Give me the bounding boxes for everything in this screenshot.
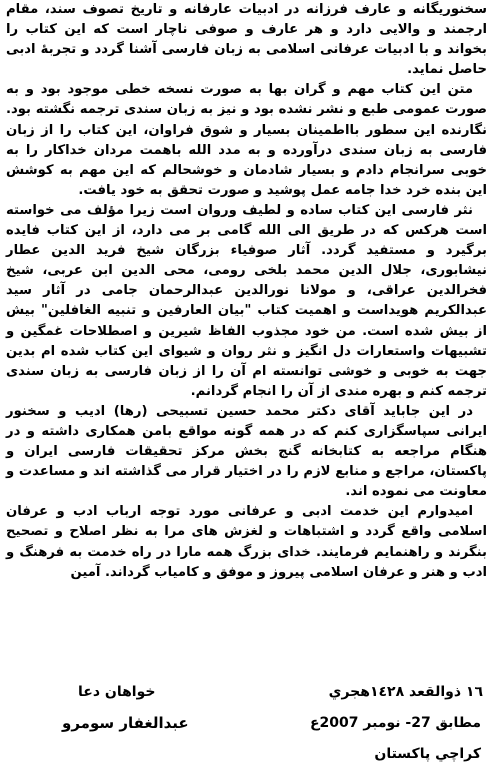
gregorian-date: مطابق 27- نومبر 2007ع [309,715,481,731]
paragraph-2: متن این کتاب مهم و گران بها به صورت نسخه خطی موجود بود و به صورت عمومی طبع و نشر نشده بود و نیز به زبان سندی ترجمه نگشته بود. نگارنده این سطور بااطمینان بسیار و شوق فراوان، این کتاب را از زبان فارسی به زبان سندی درآورده و به مدد الله باهمت مردان خداکار را به خوبی سرانجام دادم و بسیار شادمان و خوشحالم که این مهم به کوشش این بنده خرد خدا جامه عمل پوشید و صورت تحقق به خود یافت. [6,82,487,198]
paragraph-5: امیدوارم این خدمت ادبی و عرفانی مورد توجه ارباب ادب و عرفان اسلامی واقع گردد و اشتباهات و لغزش های مرا به نظر اصلاح و تصحیح بنگرند و راهنمایم فرمایند. خدای بزرگ همه مارا در راه خدمت به فرهنگ و ادب و هنر و عرفان اسلامی پیروز و موفق و کامیاب گرداند. آمین [6,504,487,580]
city-line: كراچي پاكستان [374,746,481,762]
paragraph-1: سخنوریگانه و عارف فرزانه در ادبیات عارفانه و تاریخ تصوف سند، مقام ارجمند و والایی دارد و هر عارف و صوفی ناچار است که این کتاب را بخواند و با ادبیات عرفانی اسلامی به زبان فارسی آشنا گردد و تجربهٔ ادبی حاصل نماید. [6,2,487,78]
author-name: عبدالغفار سومرو [62,714,189,732]
paragraph-3: نثر فارسی این کتاب ساده و لطیف وروان است زیرا مؤلف می خواسته است هرکس که در طریق الی الله گامی بر می دارد، از این کتاب فایده برگیرد و مستفید گردد. آثار صوفیاء بزرگان شیخ فرید الدین عطار نیشابوری، جلال الدین محمد بلخی رومی، محی الدین ابن عربی، شیخ فخرالدین عراقی، و مولانا نورالدین عبدالرحمان جامی در آثار سید عبدالکریم هویداست و اهمیت کتاب "بیان العارفین و تنبیه الغافلین" بیش از بیش شده است. من خود مجذوب الفاظ شیرین و اصطلاحات غمگین و تشبیهات واستعارات دل انگیز و نثر روان و شیوای این کتاب شده ام بدین جهت به خوبی و خوشی توانسته ام آن را از زبان فارسی به زبان سندی ترجمه کنم و بهره مندی از آن را انجام گردانم. [6,202,487,399]
hijri-date: ١٦ ذوالقعد ١٤٢٨هجري [328,684,483,700]
closing-line: خواهان دعا [78,684,156,700]
body-text [6,0,487,583]
paragraph-4: در این جاباید آقای دکتر محمد حسین تسبیحی (رها) ادیب و سخنور ایرانی سپاسگزاری کنم که در همه گونه مواقع بامن همکاری داشته و در هنگام مراجعه به کتابخانه گنج بخش مرکز تحقیقات فارسی ایران و پاکستان، مراجع و منابع لازم را در اختیار قرار می گذاشته اند و مساعدت و معاونت می نموده اند. [6,403,487,500]
